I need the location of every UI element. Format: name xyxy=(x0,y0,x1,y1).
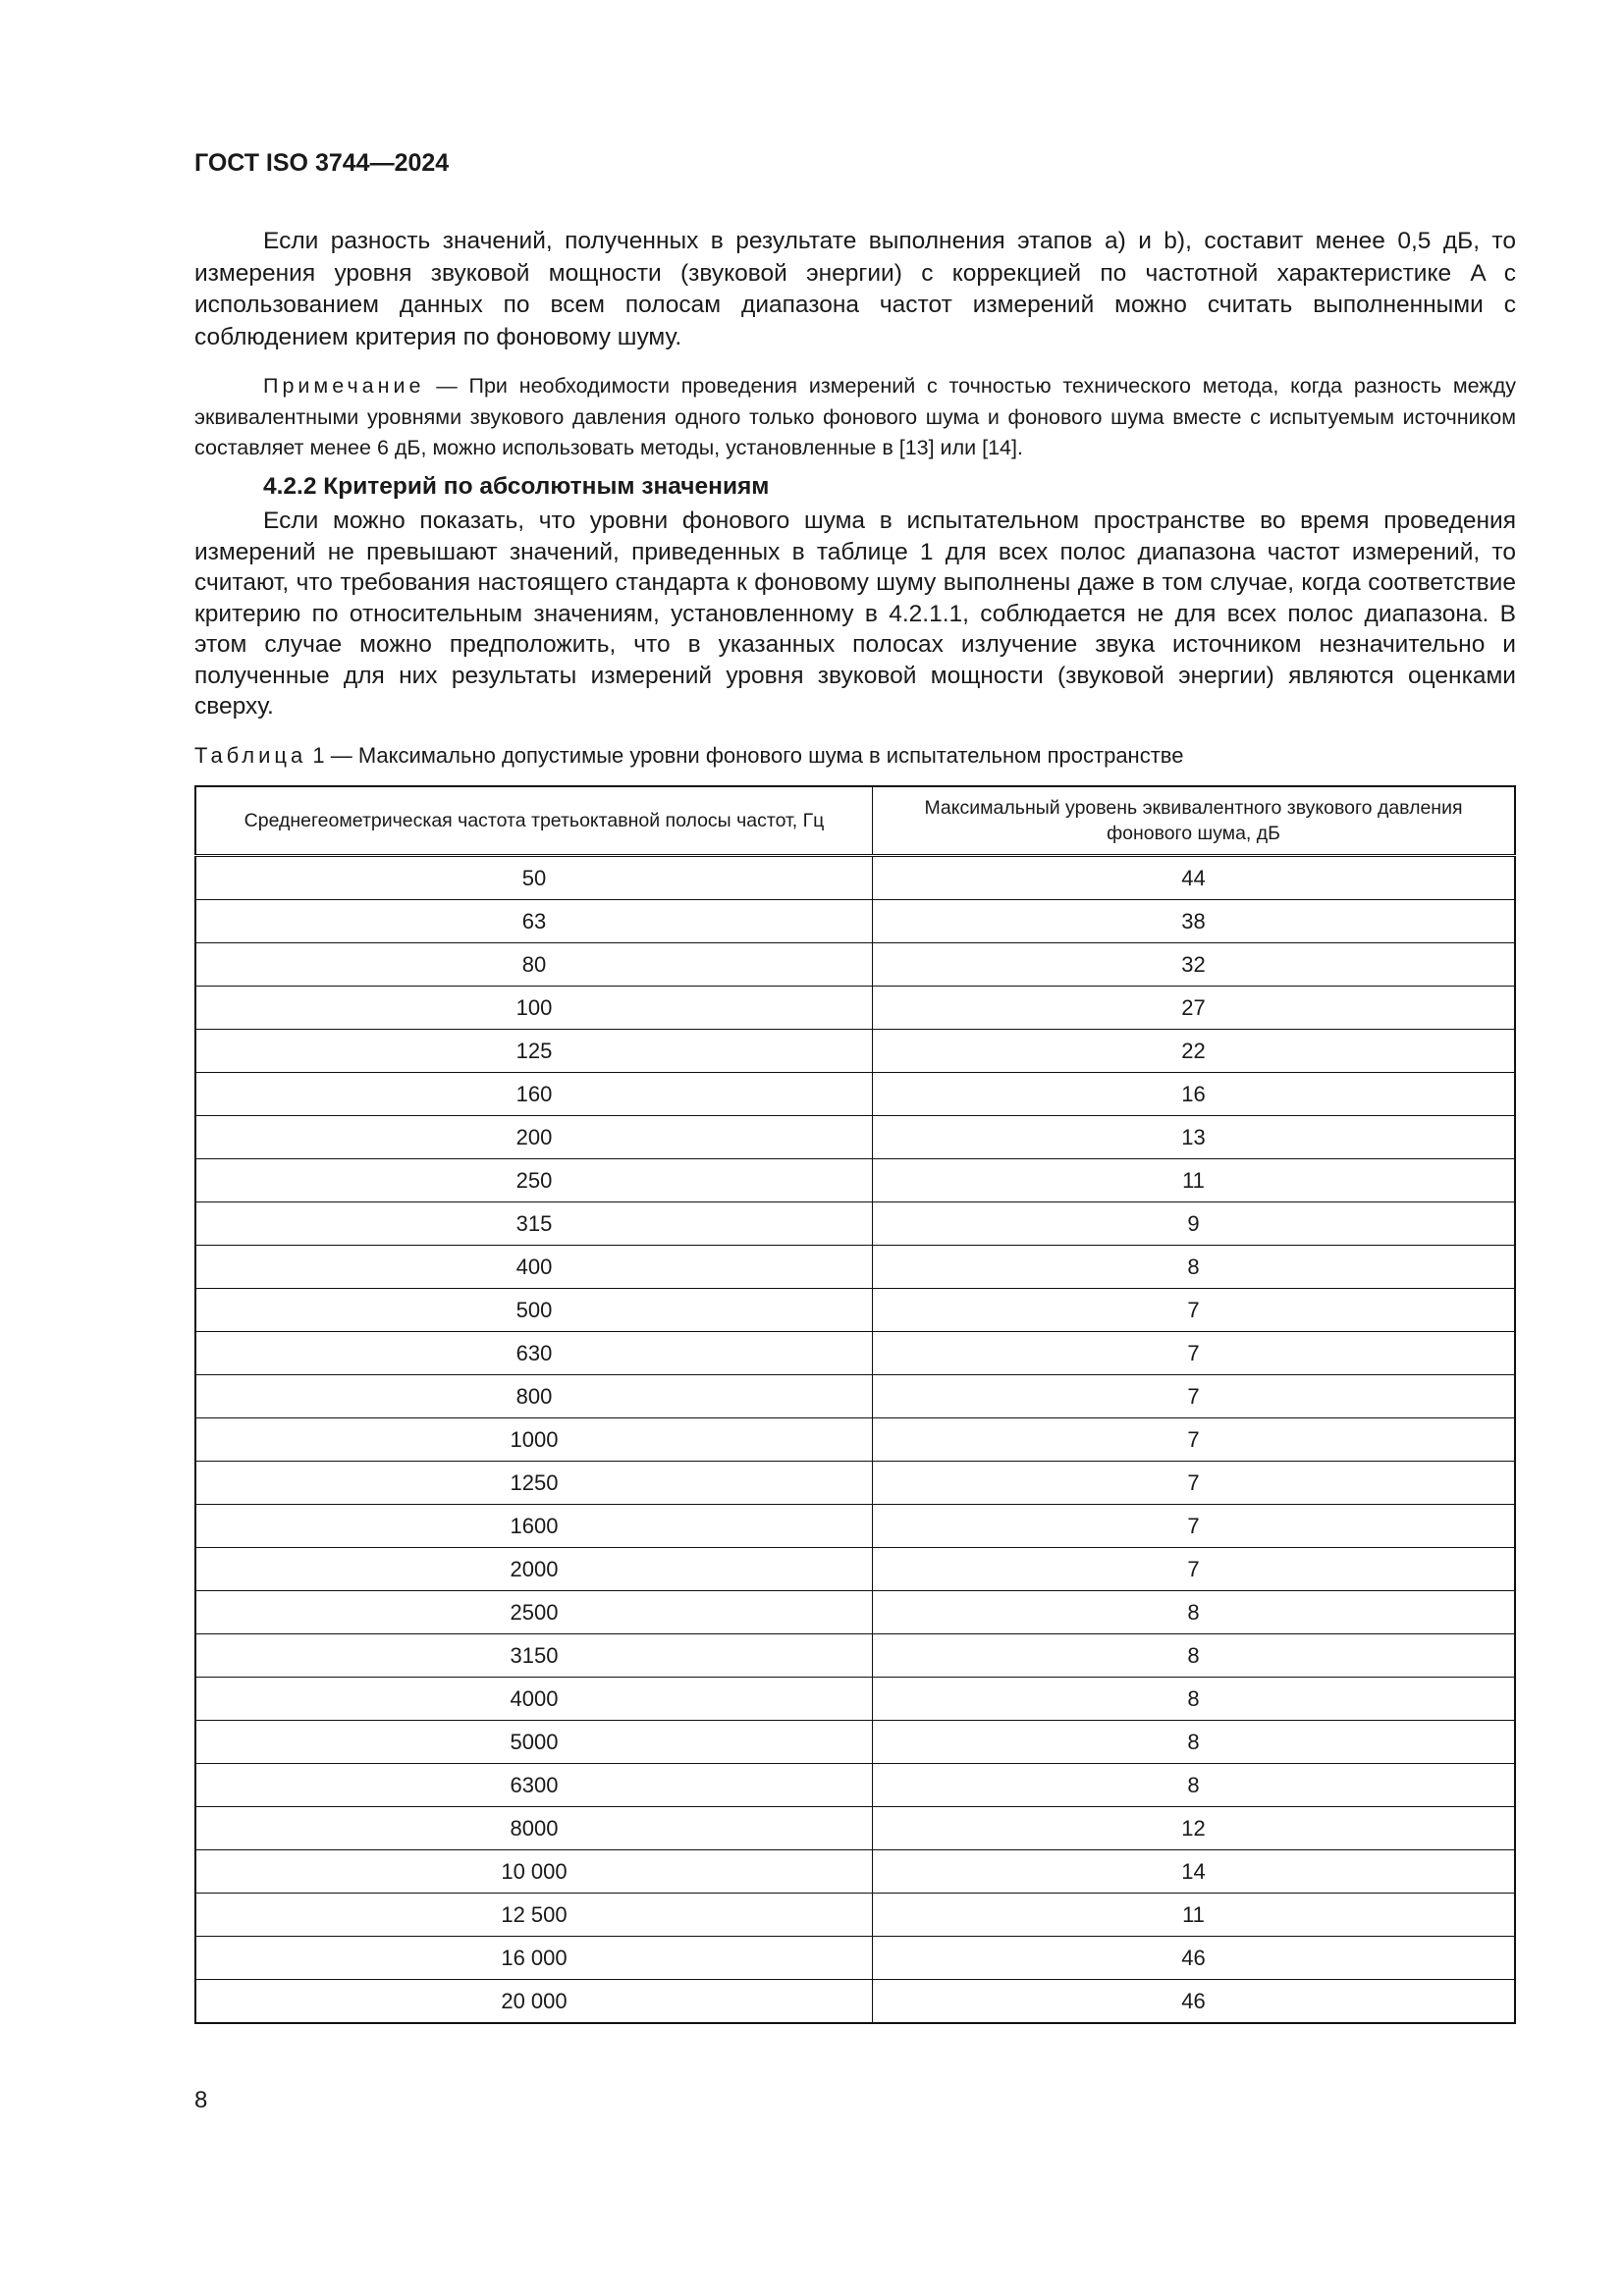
note xyxy=(194,371,1516,464)
table-row xyxy=(195,1634,1515,1678)
table-row xyxy=(195,1678,1515,1721)
max-level-cell: 46 xyxy=(873,1980,1516,2024)
table-row xyxy=(195,1505,1515,1548)
max-level-cell: 38 xyxy=(873,900,1516,943)
max-level-cell: 7 xyxy=(873,1375,1516,1418)
frequency-cell: 160 xyxy=(195,1073,873,1116)
max-level-cell: 7 xyxy=(873,1548,1516,1591)
max-level-cell: 32 xyxy=(873,943,1516,987)
table-row xyxy=(195,987,1515,1030)
paragraph-absolute-criterion: Если можно показать, что уровни фонового шума в испытательном пространстве во время проведения измерений не превышают значений, приведенных в таблице 1 для всех полос диапазона частот измерений, то считают, что требования настоящего стандарта к фоновому шуму выполнены даже в том случае, когда соответствие критерию по относительным значениям, установленному в 4.2.1.1, соблюдается не для всех полос диапазона. В этом случае можно предположить, что в указанных полосах излучение звука источником незначительно и полученные для них результаты измерений уровня звуковой мощности (звуковой энергии) являются оценками сверху. xyxy=(194,507,1516,720)
max-level-cell: 27 xyxy=(873,987,1516,1030)
table-row xyxy=(195,1375,1515,1418)
table-row xyxy=(195,1850,1515,1894)
max-level-cell: 44 xyxy=(873,856,1516,900)
max-level-cell: 46 xyxy=(873,1937,1516,1980)
max-level-cell: 7 xyxy=(873,1462,1516,1505)
note-text: — При необходимости проведения измерений с точностью технического метода, когда разность между эквивалентными уровнями звукового давления одного только фонового шума и фонового шума вместе с испытуемым источником составляет менее 6 дБ, можно использовать методы, установленные в [13] или [14]. xyxy=(194,374,1516,459)
table-row xyxy=(195,900,1515,943)
table-caption xyxy=(194,743,1183,769)
column-header-max-level: Максимальный уровень эквивалентного звукового давления фонового шума, дБ xyxy=(873,786,1516,856)
frequency-cell: 1000 xyxy=(195,1418,873,1462)
max-level-cell: 11 xyxy=(873,1159,1516,1202)
frequency-cell: 3150 xyxy=(195,1634,873,1678)
frequency-cell: 315 xyxy=(195,1202,873,1246)
table-row xyxy=(195,1116,1515,1159)
max-level-cell: 9 xyxy=(873,1202,1516,1246)
frequency-cell: 800 xyxy=(195,1375,873,1418)
frequency-cell: 1250 xyxy=(195,1462,873,1505)
frequency-cell: 125 xyxy=(195,1030,873,1073)
max-level-cell: 14 xyxy=(873,1850,1516,1894)
table-header-row xyxy=(195,786,1515,856)
max-level-cell: 16 xyxy=(873,1073,1516,1116)
table-row xyxy=(195,1548,1515,1591)
max-level-cell: 8 xyxy=(873,1591,1516,1634)
table-caption-text: 1 — Максимально допустимые уровни фонового шума в испытательном пространстве xyxy=(306,743,1184,768)
table-row xyxy=(195,1462,1515,1505)
table-row xyxy=(195,1332,1515,1375)
max-level-cell: 7 xyxy=(873,1505,1516,1548)
note-label: Примечание xyxy=(263,374,425,398)
frequency-cell: 63 xyxy=(195,900,873,943)
table-row xyxy=(195,1591,1515,1634)
table-caption-label: Таблица xyxy=(194,743,307,768)
frequency-cell: 80 xyxy=(195,943,873,987)
frequency-cell: 2500 xyxy=(195,1591,873,1634)
document-header: ГОСТ ISO 3744—2024 xyxy=(194,149,450,177)
table-row xyxy=(195,856,1515,900)
max-level-cell: 7 xyxy=(873,1332,1516,1375)
frequency-cell: 200 xyxy=(195,1116,873,1159)
frequency-cell: 4000 xyxy=(195,1678,873,1721)
max-level-cell: 8 xyxy=(873,1678,1516,1721)
table-row xyxy=(195,1894,1515,1937)
table-row xyxy=(195,1980,1515,2024)
max-level-cell: 12 xyxy=(873,1807,1516,1850)
max-level-cell: 22 xyxy=(873,1030,1516,1073)
max-level-cell: 7 xyxy=(873,1418,1516,1462)
table-row xyxy=(195,1937,1515,1980)
table-row xyxy=(195,1073,1515,1116)
frequency-cell: 1600 xyxy=(195,1505,873,1548)
table-row xyxy=(195,1418,1515,1462)
noise-limits-table xyxy=(194,785,1516,2024)
frequency-cell: 400 xyxy=(195,1246,873,1289)
frequency-cell: 50 xyxy=(195,856,873,900)
max-level-cell: 8 xyxy=(873,1634,1516,1678)
table-row xyxy=(195,1807,1515,1850)
frequency-cell: 100 xyxy=(195,987,873,1030)
section-heading: 4.2.2 Критерий по абсолютным значениям xyxy=(263,473,770,500)
max-level-cell: 8 xyxy=(873,1764,1516,1807)
frequency-cell: 16 000 xyxy=(195,1937,873,1980)
max-level-cell: 7 xyxy=(873,1289,1516,1332)
frequency-cell: 630 xyxy=(195,1332,873,1375)
page-number: 8 xyxy=(194,2087,208,2113)
frequency-cell: 500 xyxy=(195,1289,873,1332)
table-row xyxy=(195,1246,1515,1289)
frequency-cell: 20 000 xyxy=(195,1980,873,2024)
table-row xyxy=(195,1159,1515,1202)
table-row xyxy=(195,1289,1515,1332)
frequency-cell: 12 500 xyxy=(195,1894,873,1937)
column-header-frequency: Среднегеометрическая частота третьоктавной полосы частот, Гц xyxy=(195,786,873,856)
frequency-cell: 10 000 xyxy=(195,1850,873,1894)
frequency-cell: 6300 xyxy=(195,1764,873,1807)
table-row xyxy=(195,1721,1515,1764)
max-level-cell: 13 xyxy=(873,1116,1516,1159)
max-level-cell: 8 xyxy=(873,1246,1516,1289)
frequency-cell: 250 xyxy=(195,1159,873,1202)
table-row xyxy=(195,943,1515,987)
table-row xyxy=(195,1202,1515,1246)
frequency-cell: 2000 xyxy=(195,1548,873,1591)
paragraph-criterion-result: Если разность значений, полученных в результате выполнения этапов a) и b), составит менее 0,5 дБ, то измерения уровня звуковой мощности (звуковой энергии) с коррекцией по частотной характеристике A с использованием данных по всем полосам диапазона частот измерений можно считать выполненными с соблюдением критерия по фоновому шуму. xyxy=(194,228,1516,350)
table-row xyxy=(195,1764,1515,1807)
max-level-cell: 11 xyxy=(873,1894,1516,1937)
frequency-cell: 8000 xyxy=(195,1807,873,1850)
frequency-cell: 5000 xyxy=(195,1721,873,1764)
max-level-cell: 8 xyxy=(873,1721,1516,1764)
table-row xyxy=(195,1030,1515,1073)
